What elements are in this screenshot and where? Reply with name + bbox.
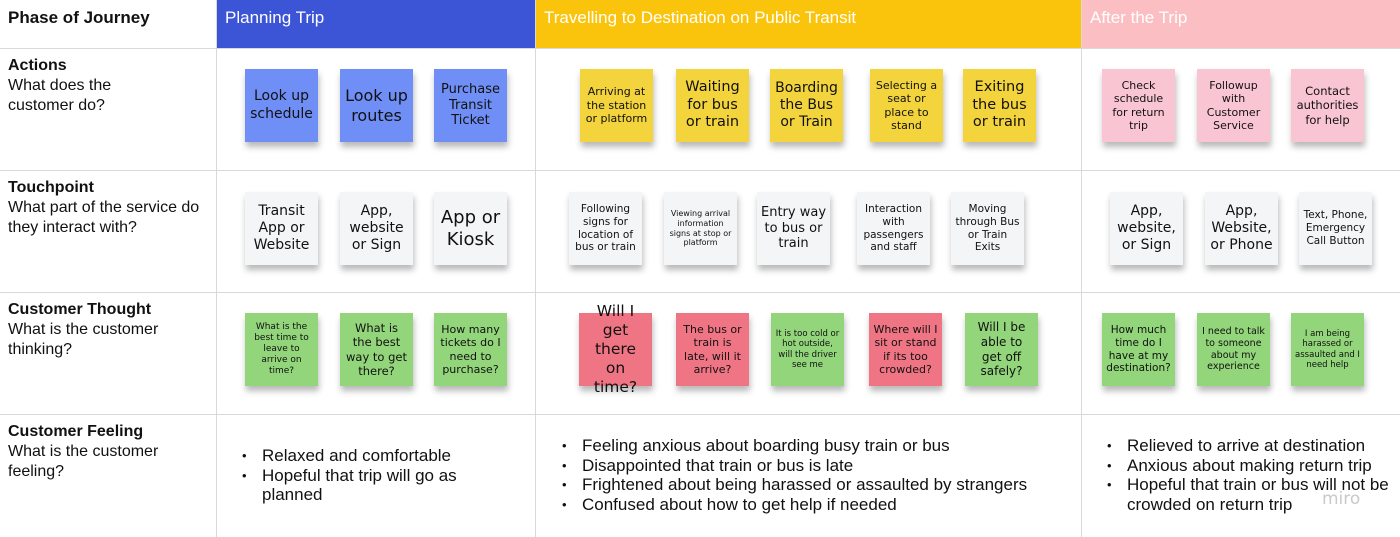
sticky-note[interactable]: [1102, 69, 1175, 142]
note-text: Text, Phone, Emergency Call Button: [1303, 209, 1368, 247]
note-text: What is the best way to get there?: [346, 321, 407, 378]
sticky-note[interactable]: [434, 313, 507, 386]
note-text: Contact authorities for help: [1296, 84, 1359, 127]
row-subtitle: What is the customer feeling?: [8, 443, 159, 480]
note-text: Exiting the bus or train: [972, 78, 1027, 131]
sticky-note[interactable]: [245, 69, 318, 142]
row-divider: [0, 292, 1400, 293]
sticky-note[interactable]: [1102, 313, 1175, 386]
row-subtitle: What does the customer do?: [8, 77, 112, 114]
note-text: App, Website, or Phone: [1210, 202, 1273, 254]
sticky-note[interactable]: [245, 192, 318, 265]
row-divider: [0, 170, 1400, 171]
note-text: I am being harassed or assaulted and I need help: [1295, 328, 1360, 370]
sticky-note[interactable]: [579, 302, 652, 396]
sticky-note[interactable]: [676, 313, 749, 386]
sticky-note[interactable]: [963, 69, 1036, 142]
note-text: Where will I sit or stand if its too crowded?: [873, 322, 938, 376]
sticky-note[interactable]: [1291, 69, 1364, 142]
sticky-note[interactable]: [1205, 192, 1278, 265]
header-after-cell: [1082, 0, 1400, 48]
list-item: • Hopeful that train or bus will not be crowded on return trip: [1107, 475, 1391, 514]
note-text: Will I get there on time?: [593, 302, 638, 396]
note-text: Boarding the Bus or Train: [775, 79, 838, 131]
header-planning-cell: [217, 0, 535, 48]
sticky-note[interactable]: [951, 192, 1024, 265]
note-text: Purchase Transit Ticket: [440, 81, 501, 129]
column-divider: [1081, 0, 1082, 537]
row-title: Touchpoint: [8, 179, 94, 196]
list-item: • Hopeful that trip will go as planned: [242, 466, 512, 505]
sticky-note[interactable]: [340, 69, 413, 142]
note-text: Check schedule for return trip: [1112, 78, 1165, 132]
sticky-note[interactable]: [870, 69, 943, 142]
sticky-note[interactable]: [1110, 192, 1183, 265]
note-text: How many tickets do I need to purchase?: [440, 322, 501, 376]
row-divider: [0, 414, 1400, 415]
row-label-thought: [8, 300, 208, 360]
row-title: Customer Thought: [8, 301, 152, 318]
sticky-note[interactable]: [869, 313, 942, 386]
row-title: Actions: [8, 57, 67, 74]
sticky-note[interactable]: [1197, 69, 1270, 142]
sticky-note[interactable]: [1197, 313, 1270, 386]
column-divider: [535, 0, 536, 537]
sticky-note[interactable]: [340, 313, 413, 386]
row-divider: [0, 48, 1400, 49]
note-text: Interaction with passengers and staff: [863, 202, 924, 254]
sticky-note[interactable]: [1299, 192, 1372, 265]
list-item: • Confused about how to get help if needed: [562, 495, 1072, 515]
row-label-actions: [8, 56, 208, 116]
note-text: Following signs for location of bus or train: [575, 202, 636, 254]
note-text: How much time do I have at my destination?: [1106, 323, 1171, 375]
list-item: • Disappointed that train or bus is late: [562, 456, 1072, 476]
sticky-note[interactable]: [857, 192, 930, 265]
sticky-note[interactable]: [676, 69, 749, 142]
note-text: Selecting a seat or place to stand: [875, 78, 938, 132]
row-title: Customer Feeling: [8, 423, 144, 440]
sticky-note[interactable]: [771, 313, 844, 386]
sticky-note[interactable]: [340, 192, 413, 265]
note-text: What is the best time to leave to arrive on time?: [254, 322, 309, 376]
miro-watermark: miro: [1322, 489, 1361, 509]
phase-of-journey-label: Phase of Journey: [8, 8, 150, 27]
after-trip-header: After the Trip: [1090, 8, 1188, 27]
note-text: Will I be able to get off safely?: [977, 320, 1026, 379]
feeling-list-transit: [562, 436, 1072, 514]
note-text: Moving through Bus or Train Exits: [955, 202, 1020, 254]
list-item: • Relaxed and comfortable: [242, 446, 512, 466]
header-phase-cell: [0, 0, 216, 48]
row-subtitle: What is the customer thinking?: [8, 321, 159, 358]
column-divider: [216, 0, 217, 537]
note-text: App or Kiosk: [440, 206, 501, 250]
sticky-note[interactable]: [434, 192, 507, 265]
note-text: Waiting for bus or train: [685, 78, 740, 131]
note-text: App, website, or Sign: [1117, 202, 1176, 254]
note-text: I need to talk to someone about my experience: [1202, 326, 1265, 373]
note-text: Look up routes: [345, 85, 408, 125]
sticky-note[interactable]: [580, 69, 653, 142]
header-transit-cell: [536, 0, 1081, 48]
sticky-note[interactable]: [757, 192, 830, 265]
list-item: • Relieved to arrive at destination: [1107, 436, 1391, 456]
row-label-feeling: [8, 422, 208, 482]
note-text: Transit App or Website: [253, 202, 310, 254]
sticky-note[interactable]: [1291, 313, 1364, 386]
sticky-note[interactable]: [434, 69, 507, 142]
planning-trip-header: Planning Trip: [225, 8, 325, 27]
transit-header: Travelling to Destination on Public Transit: [544, 8, 857, 27]
note-text: Arriving at the station or platform: [585, 85, 648, 126]
sticky-note[interactable]: [569, 192, 642, 265]
row-label-touchpoint: [8, 178, 208, 238]
list-item: • Frightened about being harassed or assaulted by strangers: [562, 475, 1072, 495]
feeling-list-planning: [242, 446, 512, 505]
sticky-note[interactable]: [245, 313, 318, 386]
note-text: Entry way to bus or train: [761, 204, 827, 252]
row-subtitle: What part of the service do they interact with?: [8, 199, 200, 236]
note-text: Followup with Customer Service: [1206, 78, 1261, 132]
note-text: It is too cold or hot outside, will the driver see me: [775, 328, 840, 370]
list-item: • Anxious about making return trip: [1107, 456, 1391, 476]
sticky-note[interactable]: [770, 69, 843, 142]
sticky-note[interactable]: [664, 192, 737, 265]
list-item: • Feeling anxious about boarding busy train or bus: [562, 436, 1072, 456]
note-text: App, website or Sign: [349, 202, 404, 254]
note-text: Viewing arrival information signs at stop or platform: [669, 209, 732, 248]
sticky-note[interactable]: [965, 313, 1038, 386]
note-text: Look up schedule: [250, 88, 313, 122]
note-text: The bus or train is late, will it arrive?: [683, 322, 742, 376]
